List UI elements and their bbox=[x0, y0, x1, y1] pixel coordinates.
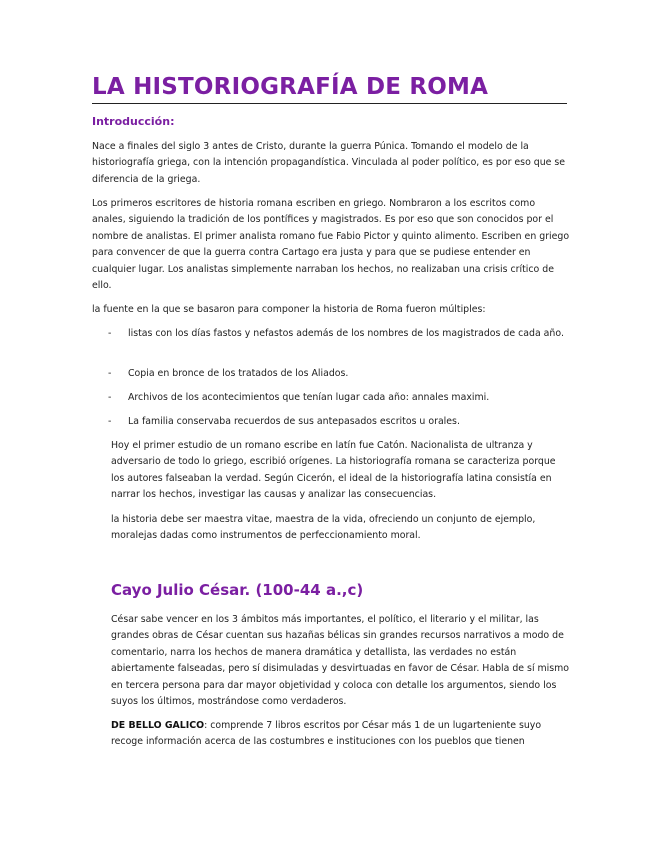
paragraph-caton: Hoy el primer estudio de un romano escribe en latín fue Catón. Nacionalista de ultranza y adversario de todo lo griego, escribió orígenes. La historiografía romana se caracteriza porque los autores falseaban la verdad. Según Cicerón, el ideal de la historiografía latina consistía en narrar los hechos, investigar las causas y analizar las consecuencias. bbox=[111, 440, 556, 501]
paragraph-bello-galico bbox=[111, 718, 571, 751]
page-title: LA HISTORIOGRAFÍA DE ROMA bbox=[92, 74, 489, 100]
section-heading-cesar: Cayo Julio César. (100-44 a.,c) bbox=[111, 581, 364, 599]
paragraph-origin: Nace a finales del siglo 3 antes de Cristo, durante la guerra Púnica. Tomando el modelo de la historiografía griega, con la intención propagandística. Vinculada al poder político, es por eso que se diferencia de la griega. bbox=[92, 141, 566, 185]
work-title: DE BELLO GALICO bbox=[111, 720, 205, 731]
list-item-text: La familia conservaba recuerdos de sus antepasados escritos u orales. bbox=[128, 416, 460, 427]
list-dash: - bbox=[108, 416, 112, 427]
list-item-text: Copia en bronce de los tratados de los Aliados. bbox=[128, 368, 349, 379]
list-item bbox=[92, 366, 570, 382]
paragraph-fuentes: la fuente en la que se basaron para componer la historia de Roma fueron múltiples: bbox=[92, 304, 486, 315]
list-item bbox=[92, 390, 570, 406]
paragraph-analistas: Los primeros escritores de historia romana escriben en griego. Nombraron a los escritos como anales, siguiendo la tradición de los pontífices y magistrados. Es por eso que son conocidos por el nombre de analistas. El primer analista romano fue Fabio Pictor y quinto alimento. Escriben en griego para convencer de que la guerra contra Cartago era justa y para que se pudiese entender en cualquier lugar. Los analistas simplemente narraban los hechos, no realizaban una crisis crítico de ello. bbox=[92, 198, 570, 292]
title-underline bbox=[92, 103, 567, 104]
intro-heading: Introducción: bbox=[92, 115, 175, 128]
list-item bbox=[92, 414, 570, 430]
list-dash: - bbox=[108, 328, 112, 339]
list-item bbox=[92, 326, 570, 342]
paragraph-cesar: César sabe vencer en los 3 ámbitos más importantes, el político, el literario y el militar, las grandes obras de César cuentan sus hazañas bélicas sin grandes recursos narrativos a modo de comentario, narra los hechos de manera dramática y detallista, las verdades no están abiertamente falseadas, pero sí disimuladas y desvirtuadas en favor de César. Habla de sí mismo en tercera persona para dar mayor objetividad y coloca con detalle los argumentos, siendo los suyos los últimos, mostrándose como verdaderos. bbox=[111, 614, 570, 708]
list-dash: - bbox=[108, 368, 112, 379]
list-dash: - bbox=[108, 392, 112, 403]
paragraph-maestra-vitae: la historia debe ser maestra vitae, maestra de la vida, ofreciendo un conjunto de ejemplo, moralejas dadas como instrumentos de perfeccionamiento moral. bbox=[111, 514, 536, 542]
work-description: : comprende 7 libros escritos por César más 1 de un lugarteniente suyo recoge información acerca de las costumbres e instituciones con los pueblos que tienen bbox=[111, 720, 542, 748]
list-item-text: listas con los días fastos y nefastos además de los nombres de los magistrados de cada año. bbox=[128, 328, 564, 339]
list-item-text: Archivos de los acontecimientos que tenían lugar cada año: annales maximi. bbox=[128, 392, 490, 403]
